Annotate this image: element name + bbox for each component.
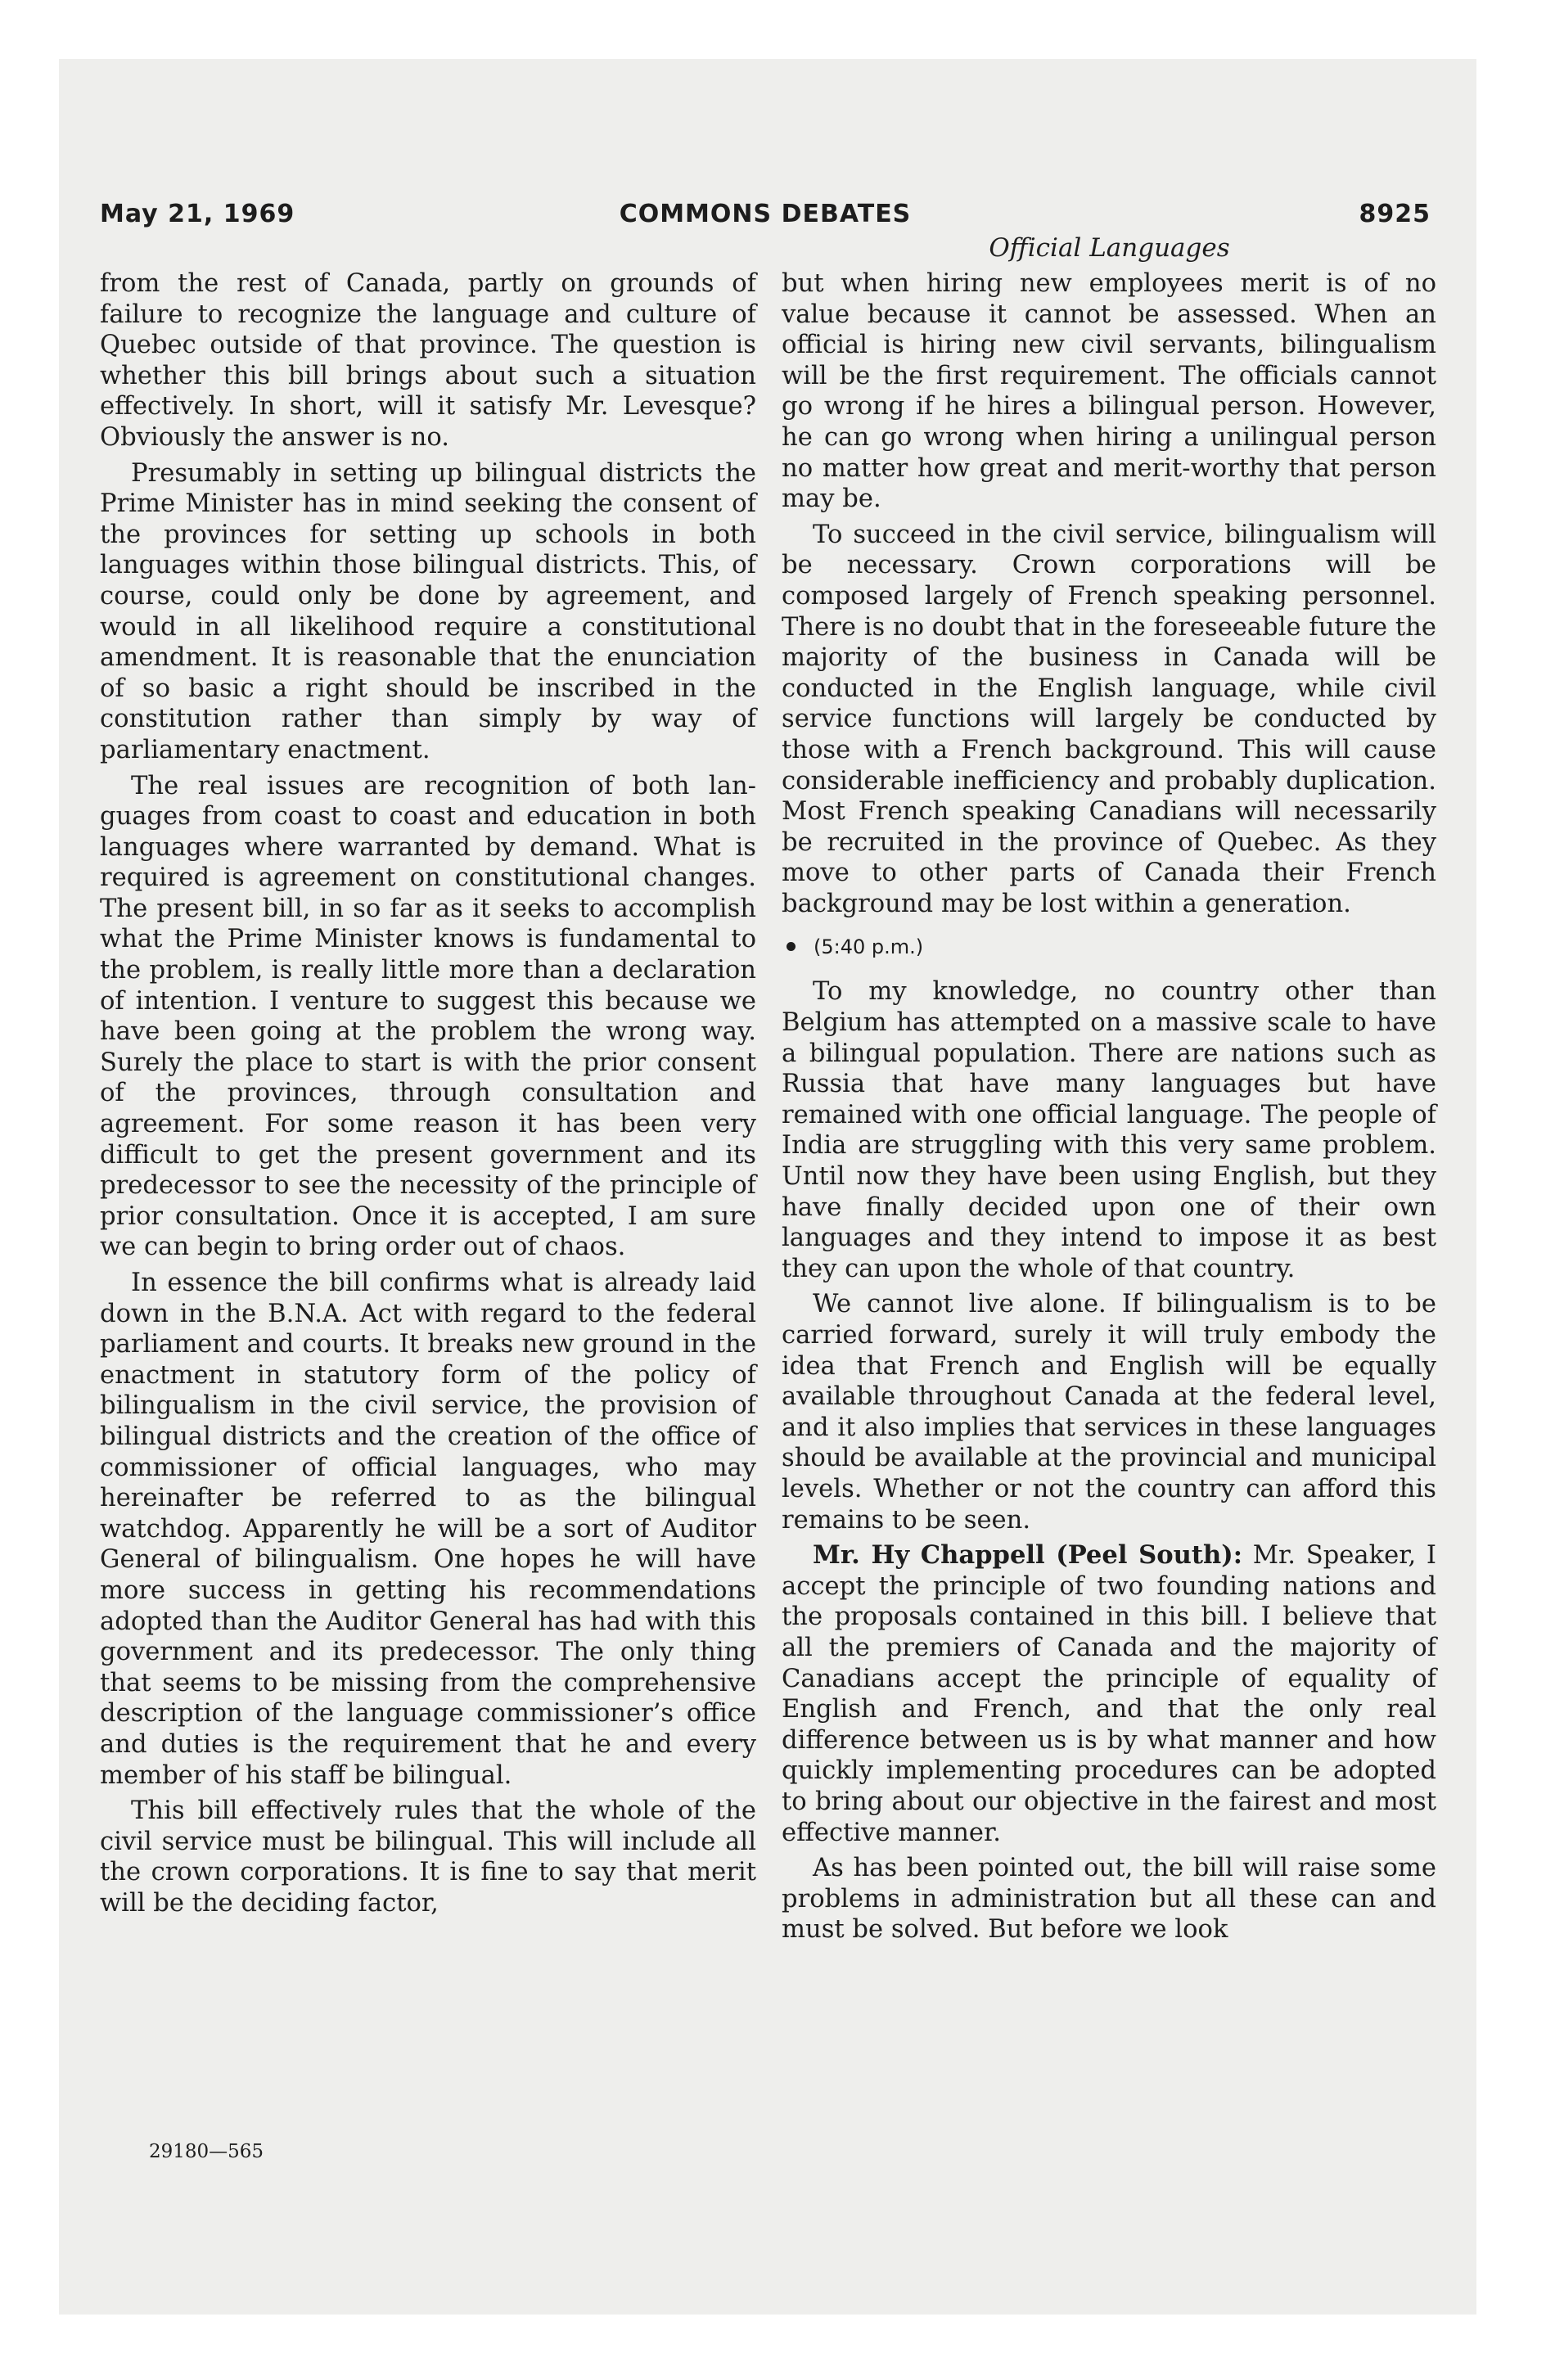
speech-text: Mr. Speaker, I accept the principle of two founding nations and the proposals contained in this bill. I believe that all the premiers of Canada and the majority of Canadians accept the principle of equality of English and French, and that the only real difference between us is by what manner and how quickly implementing procedures can be adopted to bring about our objective in the fairest and most effective manner. [782, 1541, 1436, 1847]
bullet-icon [787, 942, 796, 951]
paragraph: We cannot live alone. If bilingualism is to be carried forward, surely it will truly embody the idea that French and English will be equally available throughout Canada at the federal level, and it also implies that services in these languages should be available at the provincial and municipal levels. Whether or not the country can afford this remains to be seen. [782, 1290, 1436, 1535]
paragraph: As has been pointed out, the bill will raise some problems in administration but all these can and must be solved. But before we look [782, 1854, 1436, 1945]
paragraph: To my knowledge, no country other than Belgium has attempted on a massive scale to have a bilingual population. There are nations such as Russia that have many languages but have remained with one official language. The people of India are struggling with this very same problem. Until now they have been using English, but they have finally decided upon one of their own languages and they intend to impose it as best they can upon the whole of that country. [782, 977, 1436, 1283]
footer-code: 29180—565 [149, 2141, 264, 2162]
time-stamp-text: (5:40 p.m.) [814, 935, 924, 959]
paragraph: Presumably in setting up bilingual districts the Prime Minister has in mind seeking the consent of the provinces for setting up schools in both languages within those bilingual districts. This, of course, could only be done by agreement, and would in all likelihood require a constitutional amendment. It is reasonable that the enunciation of so basic a right should be inscribed in the constitution rather than simply by way of parliamentary enactment. [100, 458, 756, 764]
time-stamp [782, 931, 1436, 963]
subject-heading: Official Languages [989, 233, 1230, 263]
right-column [782, 268, 1436, 1950]
speaker-name: Mr. Hy Chappell (Peel South): [813, 1540, 1242, 1571]
paragraph: The real issues are recognition of both languages from coast to coast and education in both languages where warranted by demand. What is required is agreement on constitutional changes. The present bill, in so far as it seeks to accomplish what the Prime Minister knows is fundamental to the problem, is really little more than a declaration of intention. I venture to suggest this because we have been going at the problem the wrong way. Surely the place to start is with the prior consent of the provinces, through consultation and agreement. For some reason it has been very difficult to get the present government and its predecessor to see the necessity of the principle of prior consultation. Once it is accepted, I am sure we can begin to bring order out of chaos. [100, 771, 756, 1262]
page-number: 8925 [1359, 200, 1431, 228]
paragraph: To succeed in the civil service, bilingualism will be necessary. Crown corporations will be composed largely of French speaking personnel. There is no doubt that in the foreseeable future the majority of the business in Canada will be conducted in the English language, while civil service functions will largely be conducted by those with a French background. This will cause considerable inefficiency and probably duplication. Most French speaking Canadians will necessarily be recruited in the province of Quebec. As they move to other parts of Canada their French background may be lost within a generation. [782, 520, 1436, 918]
paragraph: but when hiring new employees merit is of no value because it cannot be assessed. When an official is hiring new civil servants, bilingualism will be the first requirement. The officials cannot go wrong if he hires a bilingual person. However, he can go wrong when hiring a unilingual person no matter how great and merit-worthy that person may be. [782, 269, 1436, 514]
speaker-paragraph [782, 1540, 1436, 1848]
paragraph: In essence the bill confirms what is already laid down in the B.N.A. Act with regard to the federal parliament and courts. It breaks new ground in the enactment in statutory form of the policy of bilingualism in the civil service, the provision of bilingual districts and the creation of the office of commissioner of official languages, who may hereinafter be referred to as the bilingual watchdog. Apparently he will be a sort of Auditor General of bilingualism. One hopes he will have more success in getting his recommendations adopted than the Auditor General has had with this government and its predecessor. The only thing that seems to be missing from the comprehensive description of the language commissioner’s office and duties is the requirement that he and every member of his staff be bilingual. [100, 1269, 756, 1790]
paragraph: from the rest of Canada, partly on grounds of failure to recognize the language and culture of Quebec outside of that province. The question is whether this bill brings about such a situation effectively. In short, will it satisfy Mr. Levesque? Obviously the answer is no. [100, 269, 756, 452]
paragraph: This bill effectively rules that the whole of the civil service must be bilingual. This will include all the crown corporations. It is fine to say that merit will be the deciding factor, [100, 1796, 756, 1918]
left-column [100, 268, 756, 1923]
page-header [100, 200, 1431, 232]
header-date: May 21, 1969 [100, 200, 295, 228]
header-title: COMMONS DEBATES [619, 200, 912, 228]
